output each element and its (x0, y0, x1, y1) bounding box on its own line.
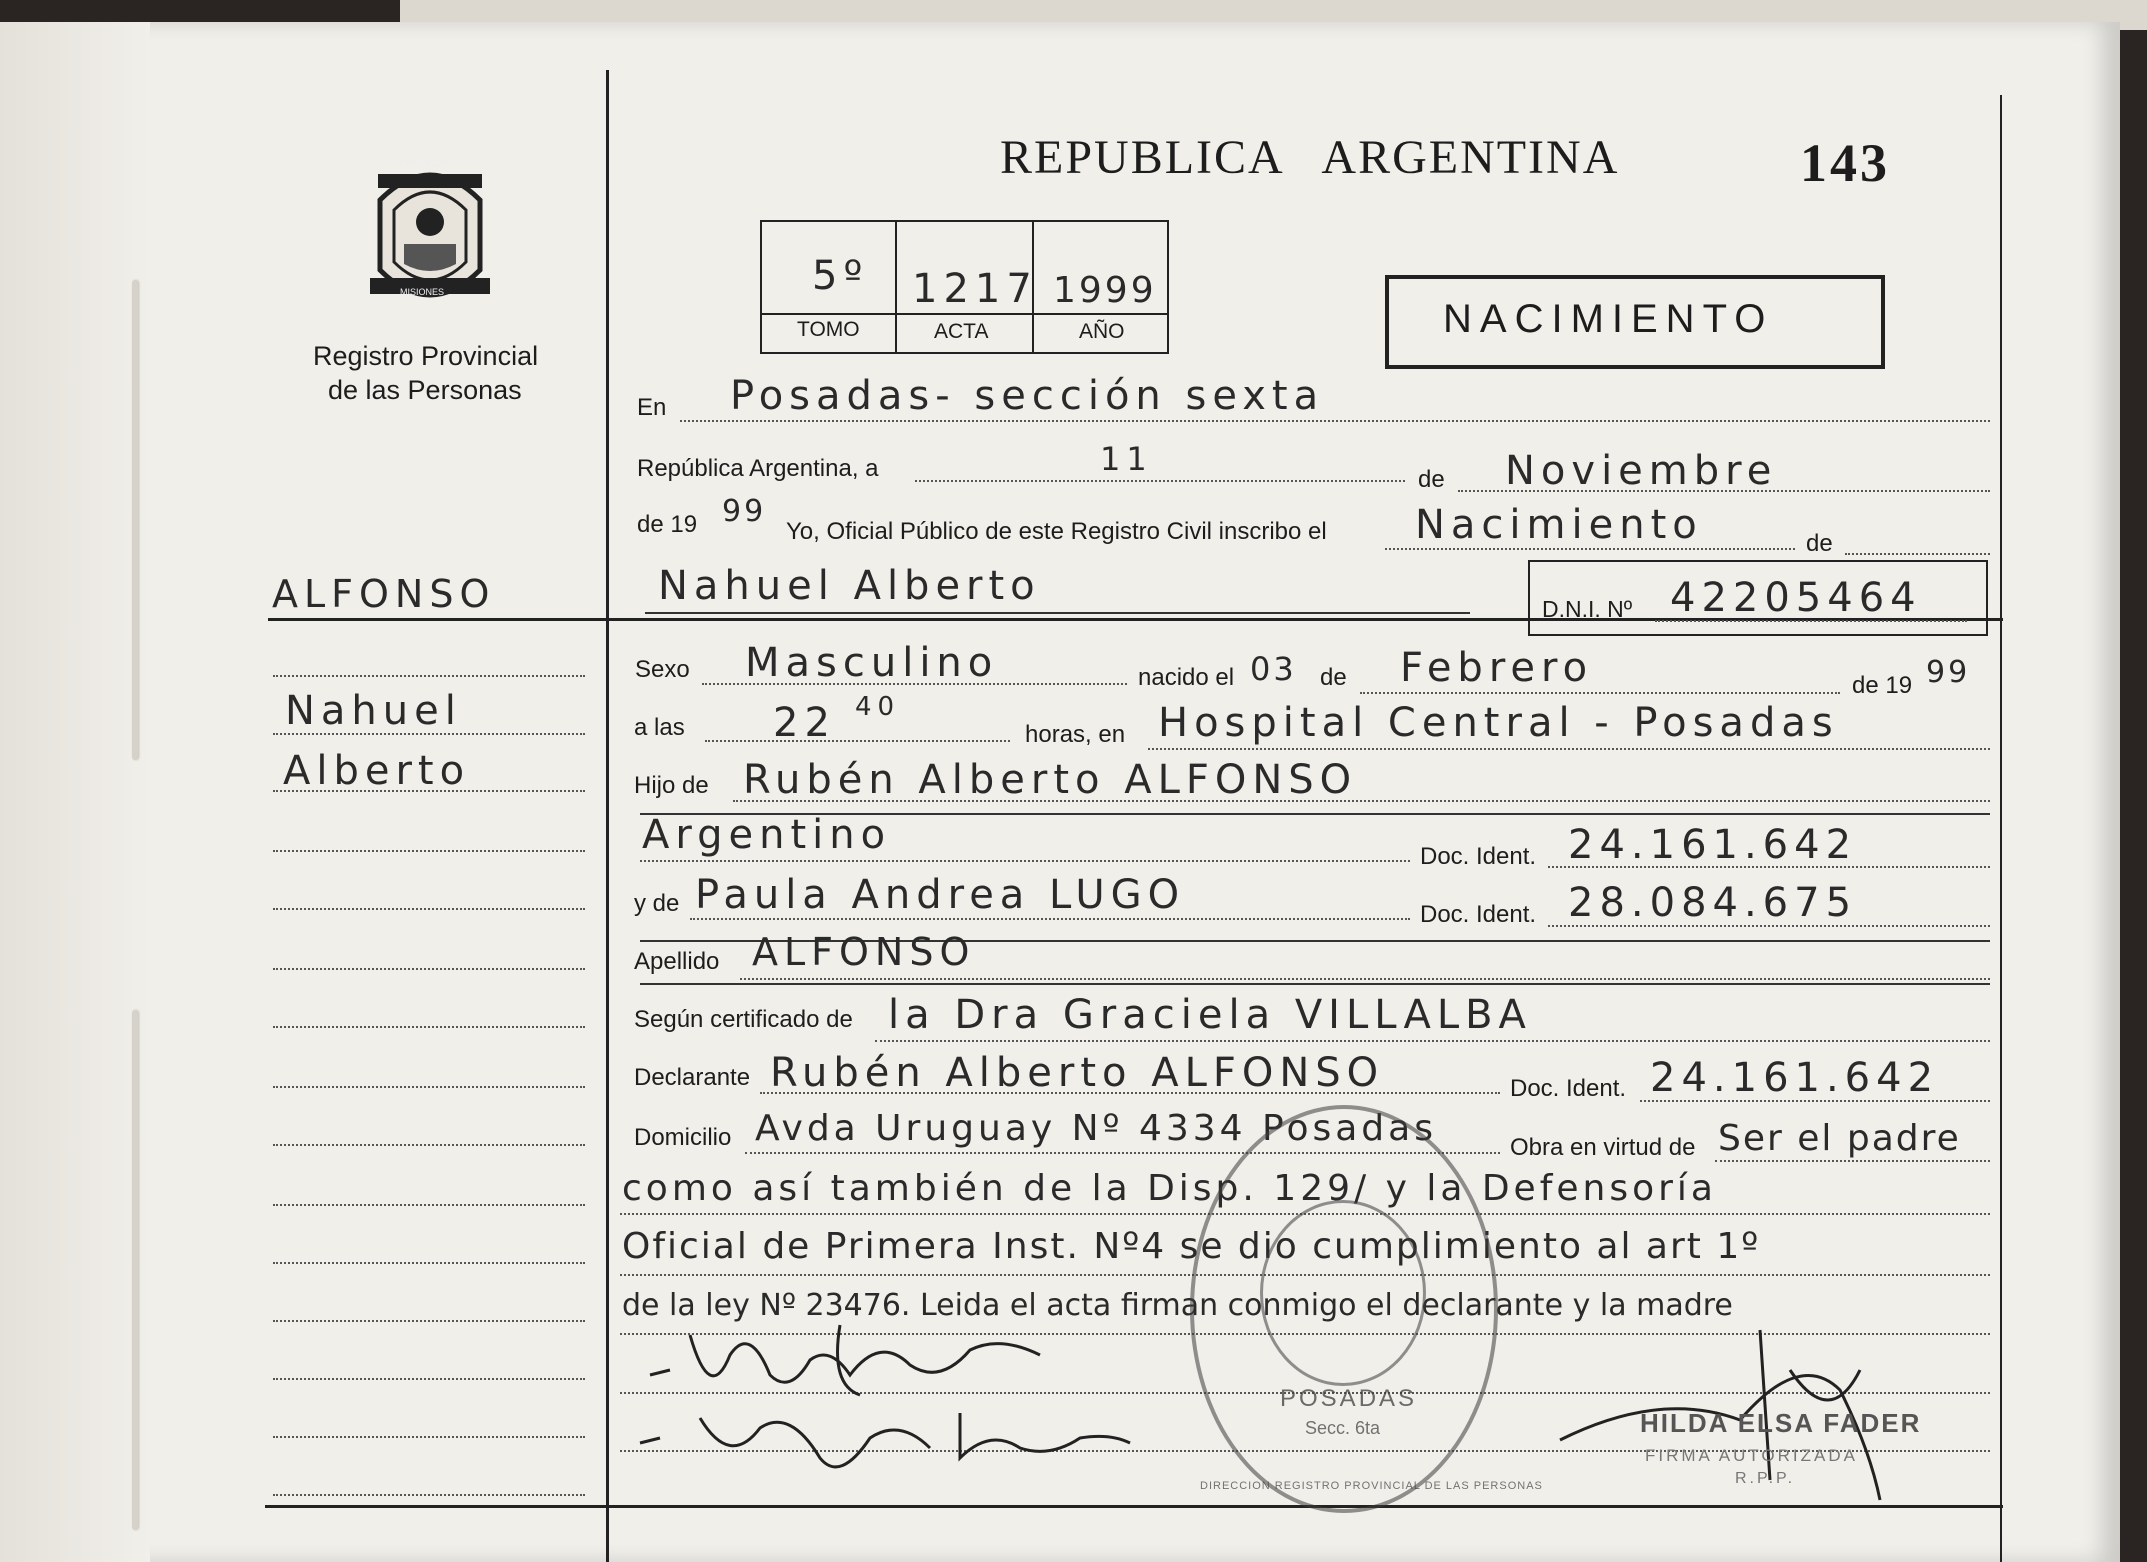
line-certificado (875, 1040, 1990, 1042)
value-padre-doc: 24.161.642 (1568, 822, 1858, 868)
line-nombre (645, 612, 1470, 614)
value-hora-min: 40 (855, 692, 901, 722)
margin-line-15 (273, 1494, 585, 1496)
stamp-line1: POSADAS (1280, 1385, 1418, 1412)
tomo-label: TOMO (797, 318, 860, 341)
line-apellido-under (640, 983, 1990, 985)
value-nac-dia: 03 (1250, 650, 1297, 688)
line-hora (705, 740, 1010, 742)
margin-line-7 (273, 1026, 585, 1028)
margin-line-9 (273, 1144, 585, 1146)
line-dia (915, 480, 1405, 482)
margin-surname: ALFONSO (272, 572, 496, 616)
line-en (680, 420, 1990, 422)
label-de19: de 19 (637, 511, 698, 538)
stamp-ring-text: DIRECCION REGISTRO PROVINCIAL DE LAS PERSONAS (1200, 1480, 1543, 1492)
label-alas: a las (634, 714, 685, 741)
value-padre: Rubén Alberto ALFONSO (743, 757, 1358, 803)
margin-given2: Alberto (283, 748, 471, 794)
label-declarante: Declarante (634, 1064, 751, 1091)
value-declarante: Rubén Alberto ALFONSO (770, 1050, 1385, 1096)
label-horas: horas, en (1025, 721, 1126, 748)
label-sexo: Sexo (635, 656, 690, 683)
line-de-acto-end (1845, 553, 1990, 555)
label-de: de (1418, 466, 1445, 493)
binding-ridge-lower (132, 1010, 138, 1530)
margin-line-11 (273, 1262, 585, 1264)
value-acto: Nacimiento (1415, 502, 1703, 548)
line-obra (1715, 1160, 1990, 1162)
tomo-value: 5º (812, 253, 869, 299)
emblem-top-text: PROVINCIA (400, 158, 450, 168)
label-de-acto: de (1806, 530, 1833, 557)
value-apellido: ALFONSO (752, 930, 976, 974)
country-title: REPUBLICA ARGENTINA (1000, 131, 1620, 184)
margin-line-1 (273, 675, 585, 677)
act-table-midrule (760, 313, 1169, 315)
act-type: NACIMIENTO (1443, 297, 1774, 341)
value-obra: Ser el padre (1718, 1118, 1961, 1159)
value-texto3: de la ley Nº 23476. Leida el acta firman conmigo el declarante y la madre (622, 1288, 1733, 1323)
right-border (2000, 95, 2002, 1562)
value-declarante-doc: 24.161.642 (1650, 1055, 1940, 1101)
label-dni: D.N.I. Nº (1542, 596, 1633, 622)
value-madre: Paula Andrea LUGO (695, 872, 1186, 918)
official-org: R.P.P. (1735, 1470, 1796, 1487)
line-madre (690, 918, 1410, 920)
line-lugar-nac (1148, 748, 1990, 750)
value-dia: 11 (1100, 440, 1153, 478)
label-nacido: nacido el (1138, 664, 1235, 691)
line-acto (1385, 548, 1795, 550)
margin-divider (606, 70, 609, 1562)
label-hijo: Hijo de (634, 772, 709, 799)
value-dni: 42205464 (1670, 575, 1922, 621)
value-lugar: Posadas- sección sexta (730, 373, 1325, 419)
official-name: HILDA ELSA FADER (1640, 1408, 1922, 1438)
value-certificado: la Dra Graciela VILLALBA (888, 992, 1532, 1038)
value-texto1: como así también de la Disp. 129/ y la Defensoría (622, 1168, 1717, 1209)
acta-label: ACTA (934, 320, 989, 343)
value-nombre: Nahuel Alberto (658, 563, 1041, 609)
binding-ridge-upper (132, 280, 138, 760)
label-de19b: de 19 (1852, 672, 1913, 699)
label-yo: Yo, Oficial Público de este Registro Civil inscribo el (786, 518, 1327, 545)
value-mes: Noviembre (1505, 448, 1778, 494)
signature-madre (630, 1388, 1150, 1488)
anio-value: 1999 (1053, 270, 1157, 311)
margin-line-12 (273, 1320, 585, 1322)
acta-value: 1217 (912, 266, 1038, 312)
act-table-sep1 (895, 220, 897, 354)
line-apellido (740, 978, 1990, 980)
line-padre-nac (640, 860, 1410, 862)
value-padre-nac: Argentino (642, 812, 892, 858)
page-left-shade (0, 22, 150, 1562)
label-apellido: Apellido (634, 948, 720, 975)
label-republica: República Argentina, a (637, 455, 879, 482)
margin-line-14 (273, 1436, 585, 1438)
label-domicilio: Domicilio (634, 1124, 732, 1151)
margin-line-4 (273, 850, 585, 852)
registry-name-line2: de las Personas (328, 375, 522, 405)
label-obra: Obra en virtud de (1510, 1134, 1696, 1161)
label-padre-doc: Doc. Ident. (1420, 843, 1537, 870)
margin-line-13 (273, 1378, 585, 1380)
label-yde: y de (634, 890, 680, 917)
margin-line-10 (273, 1204, 585, 1206)
label-madre-doc: Doc. Ident. (1420, 901, 1537, 928)
value-hora: 22 (773, 700, 836, 746)
value-nac-anio: 99 (1926, 655, 1971, 690)
emblem-bottom-text: MISIONES (400, 287, 445, 297)
value-sexo: Masculino (745, 640, 999, 686)
label-declarante-doc: Doc. Ident. (1510, 1075, 1627, 1102)
value-lugar-nac: Hospital Central - Posadas (1158, 700, 1839, 746)
stamp-line2: Secc. 6ta (1305, 1418, 1381, 1438)
margin-surname-rule (268, 618, 608, 621)
margin-given1: Nahuel (285, 688, 462, 734)
value-nac-mes: Febrero (1400, 645, 1594, 691)
value-madre-doc: 28.084.675 (1568, 880, 1858, 926)
value-texto2: Oficial de Primera Inst. Nº4 se dio cumplimiento al art 1º (622, 1226, 1761, 1267)
official-title: FIRMA AUTORIZADA (1645, 1446, 1858, 1465)
label-nacido-de: de (1320, 664, 1347, 691)
margin-line-2 (273, 733, 585, 735)
page-number: 143 (1800, 133, 1890, 193)
anio-label: AÑO (1079, 320, 1125, 343)
value-anio: 99 (722, 494, 767, 529)
label-en: En (637, 394, 667, 421)
margin-line-3 (273, 790, 585, 792)
official-stamp-inner (1260, 1200, 1426, 1386)
line-nac-mes (1360, 692, 1840, 694)
registry-name-line1: Registro Provincial (313, 341, 539, 371)
margin-line-5 (273, 908, 585, 910)
margin-line-8 (273, 1086, 585, 1088)
label-segun: Según certificado de (634, 1006, 853, 1033)
value-domicilio: Avda Uruguay Nº 4334 Posadas (755, 1108, 1437, 1149)
margin-line-6 (273, 968, 585, 970)
